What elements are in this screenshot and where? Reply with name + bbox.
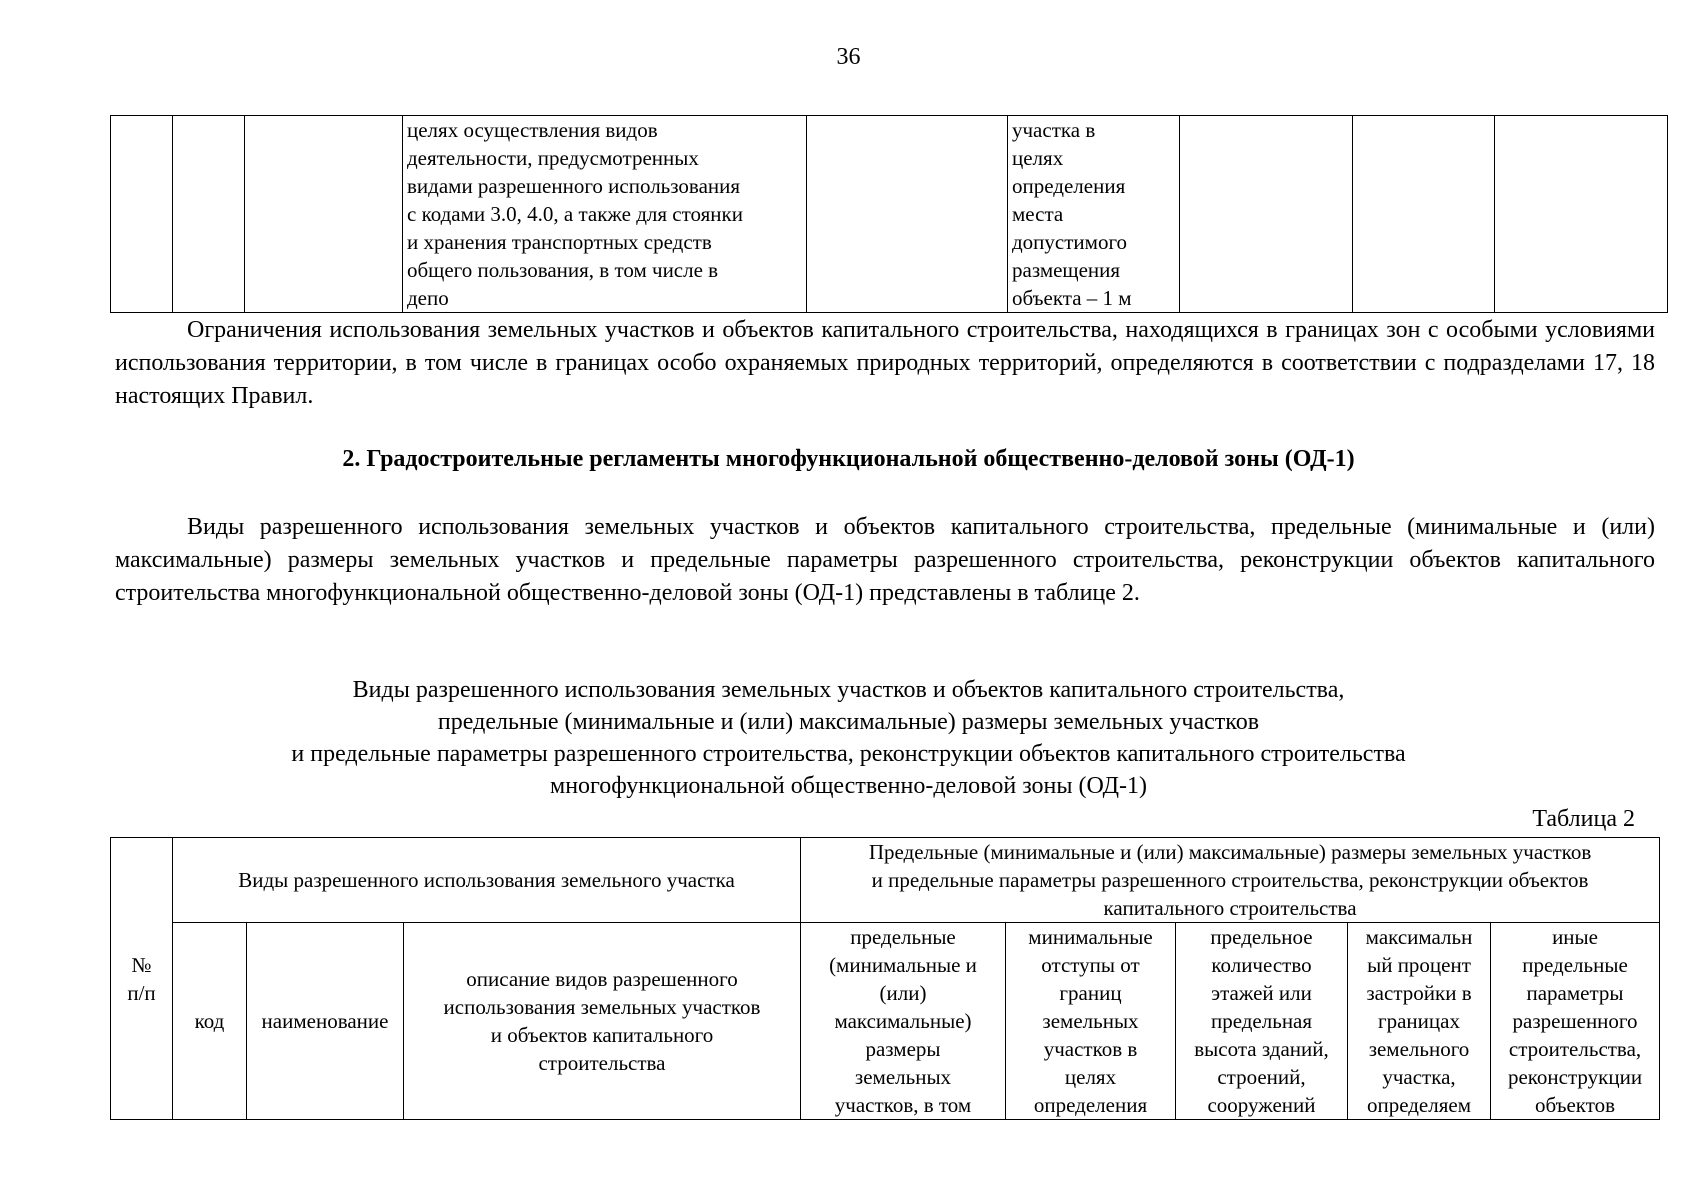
limits-header-text: Предельные (минимальные и (или) максимальные) размеры земельных участков и предельные параметры разрешенного строительства, реконструкции объектов капитального строительства	[868, 840, 1592, 920]
setback-header	[1006, 923, 1176, 1120]
table-cell	[1353, 116, 1495, 313]
table-cell	[1180, 116, 1353, 313]
name-header	[247, 923, 404, 1120]
use-types-header-text: Виды разрешенного использования земельного участка	[238, 868, 735, 892]
floors-header	[1176, 923, 1348, 1120]
caption-line: многофункциональной общественно-деловой зоны (ОД-1)	[550, 773, 1147, 799]
name-header-text: наименование	[261, 1009, 389, 1033]
table-caption	[0, 674, 1697, 802]
other-header-text: иные предельные параметры разрешенного строительства, реконструкции объектов	[1507, 925, 1643, 1117]
table-number: Таблица 2	[1532, 806, 1635, 832]
code-header	[173, 923, 247, 1120]
caption-line: Виды разрешенного использования земельных участков и объектов капитального строительства,	[352, 677, 1345, 703]
percent-header-text: максимальн ый процент застройки в границах земельного участка, определяем	[1365, 925, 1473, 1117]
main-table	[110, 837, 1660, 1120]
intro-paragraph: Виды разрешенного использования земельных участков и объектов капитального строительства, предельные (минимальные и (или) максимальные) размеры земельных участков и предельные параметры разрешенного строительства, реконструкции объектов капитального строительства многофункциональной общественно-деловой зоны (ОД-1) представлены в таблице 2.	[115, 514, 1655, 606]
use-types-header	[173, 838, 801, 923]
limits-header	[801, 838, 1660, 923]
caption-line: и предельные параметры разрешенного строительства, реконструкции объектов капитального строительства	[291, 741, 1406, 767]
number-header	[111, 838, 173, 1120]
size-header	[801, 923, 1006, 1120]
setback-text: участка в целях определения места допустимого размещения объекта – 1 м	[1012, 118, 1132, 310]
table-cell	[173, 116, 245, 313]
table-row	[111, 838, 1660, 923]
table-row	[111, 116, 1668, 313]
description-header-text: описание видов разрешенного использования земельных участков и объектов капитального строительства	[443, 967, 761, 1075]
description-header	[404, 923, 801, 1120]
page-number: 36	[836, 44, 861, 70]
setback-header-text: минимальные отступы от границ земельных участков в целях определения	[1028, 925, 1153, 1117]
table-cell	[1495, 116, 1668, 313]
table-row	[111, 923, 1660, 1120]
table-cell	[111, 116, 173, 313]
table-cell	[807, 116, 1008, 313]
number-header-text: № п/п	[127, 952, 156, 1005]
caption-line: предельные (минимальные и (или) максимальные) размеры земельных участков	[437, 709, 1260, 735]
floors-header-text: предельное количество этажей или предельная высота зданий, строений, сооружений	[1194, 925, 1329, 1117]
restrictions-paragraph: Ограничения использования земельных участков и объектов капитального строительства, находящихся в границах зон с особыми условиями использования территории, в том числе в границах особо охраняемых природных территорий, определяются в соответствии с подразделами 17, 18 настоящих Правил.	[115, 317, 1655, 409]
continuation-table	[110, 115, 1668, 313]
table-cell	[245, 116, 403, 313]
description-cell	[403, 116, 807, 313]
code-header-text: код	[194, 1009, 225, 1033]
section-heading: 2. Градостроительные регламенты многофункциональной общественно-деловой зоны (ОД-1)	[342, 446, 1355, 472]
size-header-text: предельные (минимальные и (или) максимальные) размеры земельных участков, в том	[829, 925, 977, 1117]
description-text: целях осуществления видов деятельности, предусмотренных видами разрешенного использования с кодами 3.0, 4.0, а также для стоянки и хранения транспортных средств общего пользования, в том числе в депо	[407, 118, 743, 310]
percent-header	[1348, 923, 1491, 1120]
setback-cell	[1008, 116, 1180, 313]
other-header	[1491, 923, 1660, 1120]
